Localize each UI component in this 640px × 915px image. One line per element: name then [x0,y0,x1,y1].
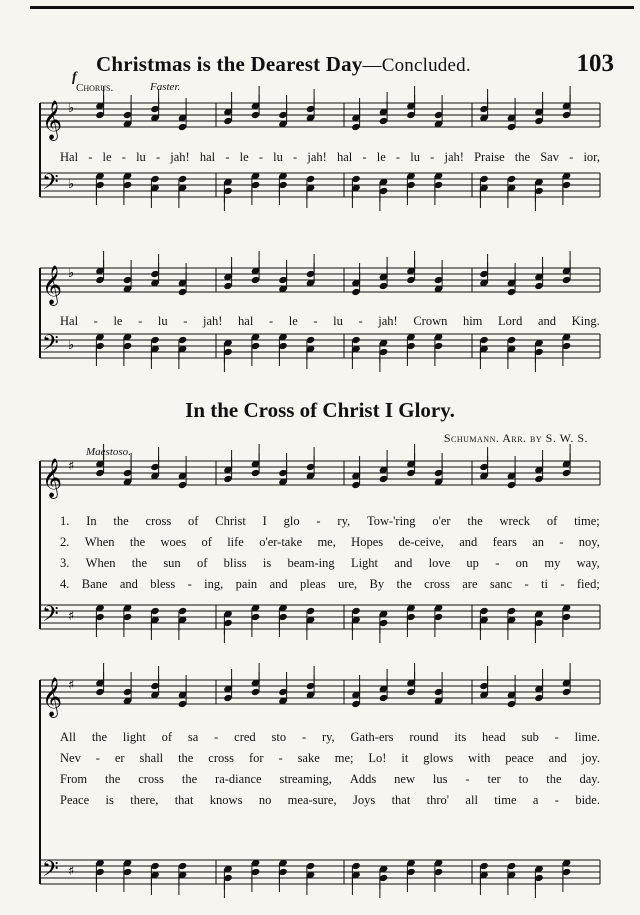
verse-3-line [60,772,600,787]
lyric-syllable: day. [579,772,600,786]
lyric-syllable: sanc [489,577,513,591]
lyric-syllable: there, [130,793,159,807]
lyric-syllable: sun [163,556,181,570]
lyric-syllable: light [122,730,146,744]
lyric-syllable: the [514,150,531,164]
lyric-syllable: the [91,730,108,744]
key-signature-icon: ♯ [68,609,75,624]
lyric-syllable: All [60,730,76,744]
lyric-syllable: sake [297,751,320,765]
bass-clef-icon: 𝄢 [42,170,59,200]
lyric-syllable: - [301,730,307,744]
lyric-syllable: of [161,730,173,744]
lyric-syllable: - [258,150,263,164]
lyric-syllable: time [494,793,517,807]
key-signature-icon: ♭ [68,338,75,353]
lyric-syllable: and [119,577,138,591]
lyric-syllable: lu [410,150,420,164]
lyric-syllable: the [546,772,562,786]
lyric-syllable: - [560,577,565,591]
lyric-syllable: lu [333,314,343,328]
lyric-syllable: - [395,150,401,164]
lyric-syllable: lu [157,314,168,328]
lyric-syllable: bide. [575,793,600,807]
page-number: 103 [576,50,614,77]
lyric-syllable: a [532,793,539,807]
top-rule [30,6,634,9]
lyric-syllable: Lord [498,314,523,328]
lyric-syllable: glows [423,751,454,765]
lyric-syllable: me; [334,751,354,765]
lyric-syllable: le [376,150,386,164]
lyric-syllable: is [105,793,114,807]
lyric-syllable: jah! [170,150,190,164]
lyric-syllable: jah! [444,150,464,164]
lyric-syllable: jah! [307,150,327,164]
lyric-syllable: Nev [60,751,81,765]
lyric-syllable: When [84,535,115,549]
lyric-syllable: that [391,793,411,807]
chorus-lyrics-line-2 [60,314,600,329]
lyric-syllable: cred [234,730,256,744]
lyric-syllable: and [394,556,413,570]
lyric-syllable: beam-ing [287,556,335,570]
bass-clef-icon: 𝄢 [42,857,59,887]
lyric-syllable: - [214,730,219,744]
lyric-syllable: new [394,772,415,786]
key-signature-icon: ♯ [68,864,75,879]
lyric-syllable: jah! [203,314,223,328]
lyric-syllable: - [358,314,363,328]
lyric-syllable: sa [187,730,199,744]
lyric-syllable: In [86,514,97,528]
verse-4-line [60,793,600,808]
lyric-syllable: the [129,535,146,549]
lyric-syllable: lu [273,150,283,164]
chorus-label: Chorus. [76,82,114,94]
lyric-syllable: lus [432,772,448,786]
lyric-syllable: de-ceive, [398,535,444,549]
lyric-syllable: ter [487,772,501,786]
lyric-syllable: King. [571,314,600,328]
verse-3-line [60,556,600,571]
lyric-syllable: head [482,730,506,744]
key-signature-icon: ♭ [68,266,75,281]
verse-1-line [60,514,600,529]
lyric-syllable: ior, [583,150,600,164]
concluded-label: —Concluded. [362,55,471,76]
lyric-syllable: streaming, [279,772,332,786]
lyric-syllable: - [465,772,470,786]
bass-clef-icon: 𝄢 [42,331,59,361]
composer-credit: Schumann. Arr. by S. W. S. [443,431,588,445]
lyric-syllable: o'er [432,514,451,528]
lyric-syllable: pleas [300,577,326,591]
lyric-syllable: cross [208,751,234,765]
lyric-syllable: shall [139,751,164,765]
lyric-syllable: sub [521,730,539,744]
lyric-syllable: cross [138,772,164,786]
lyric-syllable: round [409,730,439,744]
lyric-syllable: Crown [413,314,448,328]
lyric-syllable: it [401,751,409,765]
verse-4-line [60,577,600,592]
lyric-syllable: lu [136,150,146,164]
lyric-syllable: way, [576,556,600,570]
lyric-syllable: for [248,751,264,765]
lyric-syllable: are [462,577,478,591]
lyric-syllable: le [239,150,249,164]
lyric-syllable: - [495,556,500,570]
lyric-syllable: and [269,577,288,591]
lyric-syllable: - [187,577,192,591]
lyric-syllable: is [262,556,272,570]
lyric-syllable: jah! [378,314,398,328]
key-signature-icon: ♯ [68,678,75,693]
lyric-syllable: joy. [581,751,600,765]
lyric-syllable: ure, [338,577,358,591]
lyric-syllable: 1. [60,514,70,528]
lyric-syllable: le [113,314,123,328]
lyric-syllable: Praise [474,150,505,164]
lyric-syllable: noy, [578,535,600,549]
lyric-syllable: time; [574,514,600,528]
lyric-syllable: the [178,751,194,765]
music-system-3 [30,455,610,655]
lyric-syllable: the [396,577,412,591]
lyric-syllable: that [174,793,194,807]
lyric-syllable: and [548,751,567,765]
lyric-syllable: Hal [60,314,79,328]
lyric-syllable: cross [424,577,450,591]
lyric-syllable: up [466,556,479,570]
lyric-syllable: I [262,514,267,528]
lyric-syllable: hal [336,150,353,164]
lyric-syllable: Tow-'ring [366,514,416,528]
lyric-syllable: - [268,314,274,328]
lyric-syllable: - [88,150,93,164]
lyric-syllable: - [138,314,143,328]
bass-clef-icon: 𝄢 [42,602,59,632]
lyric-syllable: - [121,150,126,164]
lyric-syllable: wreck [499,514,531,528]
lyric-syllable: bliss [223,556,247,570]
lyric-syllable: and [537,314,556,328]
page-title [96,52,471,77]
treble-clef-icon: 𝄞 [42,458,63,498]
lyric-syllable: 4. [60,577,70,591]
key-signature-icon: ♭ [68,177,75,192]
lyric-syllable: of [188,514,199,528]
lyric-syllable: - [569,150,574,164]
lyric-syllable: bless [150,577,176,591]
lyric-syllable: of [546,514,558,528]
lyric-syllable: - [524,577,529,591]
lyric-syllable: woes [160,535,187,549]
lyric-syllable: sto [271,730,287,744]
lyric-syllable: o'er-take [259,535,303,549]
lyric-syllable: fears [492,535,517,549]
lyric-syllable: love [428,556,451,570]
treble-clef-icon: 𝄞 [42,677,63,717]
lyric-syllable: Christ [215,514,246,528]
lyric-syllable: Adds [349,772,377,786]
lyric-syllable: with [468,751,491,765]
verse-1-line [60,730,600,745]
lyric-syllable: ry, [337,514,351,528]
lyric-syllable: fied; [576,577,600,591]
lyric-syllable: him [462,314,483,328]
lyric-syllable: Peace [60,793,90,807]
hymn2-title: In the Cross of Christ I Glory. [185,398,455,422]
lyric-syllable: - [316,514,321,528]
lyric-syllable: ry, [321,730,335,744]
lyric-syllable: life [227,535,244,549]
treble-clef-icon: 𝄞 [42,100,63,140]
lyric-syllable: By [369,577,385,591]
lyric-syllable: knows [209,793,243,807]
lyric-syllable: and [459,535,478,549]
lyric-syllable: hal [199,150,216,164]
lyric-syllable: - [278,751,283,765]
key-signature-icon: ♭ [68,101,75,116]
lyric-syllable: le [102,150,112,164]
lyric-syllable: le [288,314,298,328]
lyric-syllable: peace [505,751,534,765]
lyric-syllable: the [113,514,129,528]
chorus-lyrics-line-1 [60,150,600,165]
lyric-syllable: glo [283,514,300,528]
lyric-syllable: - [293,150,298,164]
lyric-syllable: Hopes [351,535,384,549]
lyric-syllable: When [85,556,116,570]
verse-2-line [60,535,600,550]
lyric-syllable: Bane [81,577,108,591]
lyric-syllable: thro' [426,793,450,807]
hymn-title: Christmas is the Dearest Day [96,52,363,76]
lyric-syllable: Sav [540,150,559,164]
verse-2-line [60,751,600,766]
lyric-syllable: the [105,772,121,786]
lyric-syllable: - [313,314,318,328]
lyric-syllable: - [95,751,100,765]
lyric-syllable: - [362,150,367,164]
lyric-syllable: no [258,793,272,807]
lyric-syllable: mea-sure, [287,793,337,807]
lyric-syllable: of [196,556,208,570]
lyric-syllable: - [183,314,188,328]
lyric-syllable: lime. [574,730,600,744]
lyric-syllable: on [515,556,529,570]
lyric-syllable: ing, [204,577,224,591]
lyric-syllable: - [554,730,559,744]
lyric-syllable: me, [317,535,336,549]
lyric-syllable: - [93,314,98,328]
treble-clef-icon: 𝄞 [42,265,63,305]
lyric-syllable: 3. [60,556,70,570]
lyric-syllable: Gath-ers [350,730,394,744]
lyric-syllable: - [430,150,435,164]
lyric-syllable: - [225,150,230,164]
lyric-syllable: an [532,535,544,549]
lyric-syllable: ra-diance [215,772,262,786]
lyric-syllable: of [201,535,212,549]
lyric-syllable: cross [145,514,172,528]
lyric-syllable: all [465,793,478,807]
lyric-syllable: pain [235,577,258,591]
lyric-syllable: - [559,535,564,549]
lyric-syllable: From [60,772,88,786]
lyric-syllable: Joys [352,793,376,807]
lyric-syllable: er [114,751,125,765]
lyric-syllable: the [181,772,198,786]
lyric-syllable: its [454,730,467,744]
lyric-syllable: my [544,556,561,570]
lyric-syllable: - [554,793,559,807]
lyric-syllable: Lo! [368,751,387,765]
lyric-syllable: the [131,556,148,570]
maestoso-marking: Maestoso. [86,446,131,458]
lyric-syllable: ti [541,577,548,591]
lyric-syllable: Hal [60,150,79,164]
lyric-syllable: 2. [60,535,70,549]
lyric-syllable: Light [350,556,379,570]
lyric-syllable: - [155,150,161,164]
lyric-syllable: to [518,772,529,786]
key-signature-icon: ♯ [68,459,75,474]
dynamic-marking: f [72,70,77,85]
lyric-syllable: hal [238,314,254,328]
lyric-syllable: the [467,514,483,528]
tempo-marking: Faster. [150,81,181,93]
